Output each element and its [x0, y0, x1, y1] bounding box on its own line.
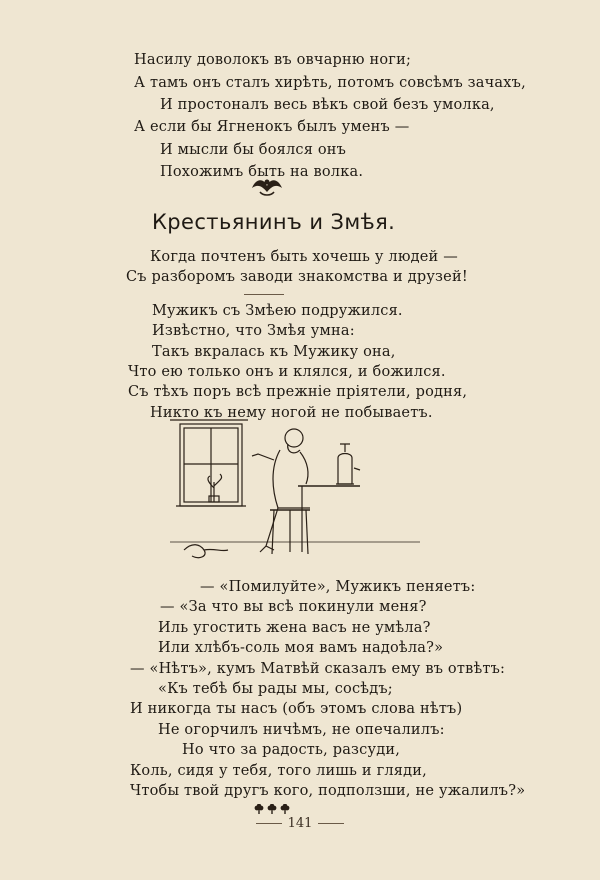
verse-line: И никогда ты насъ (объ этомъ слова нѣтъ) — [130, 701, 463, 717]
verse-line: Никто къ нему ногой не побываетъ. — [150, 405, 433, 421]
verse-line: И простоналъ весь вѣкъ свой безъ умолка, — [160, 97, 495, 113]
page-number-dash — [256, 823, 282, 824]
verse-line: Не огорчилъ ничѣмъ, не опечалилъ: — [158, 722, 445, 738]
verse-line: — «За что вы всѣ покинули меня? — [160, 599, 427, 615]
verse-line: Такъ вкралась къ Мужику она, — [152, 344, 396, 360]
verse-line: Что ею только онъ и клялся, и божился. — [128, 364, 446, 380]
moral-line: Съ разборомъ заводи знакомства и друзей! — [126, 269, 468, 285]
verse-line: А если бы Ягненокъ былъ уменъ — — [134, 119, 410, 135]
page-number — [0, 816, 600, 831]
verse-line: — «Помилуйте», Мужикъ пеняетъ: — [200, 579, 476, 595]
verse-line: Похожимъ быть на волка. — [160, 164, 364, 180]
verse-line: Насилу доволокъ въ овчарню ноги; — [134, 52, 412, 68]
verse-line: И мысли бы боялся онъ — [160, 142, 347, 158]
peasant-and-snake-illustration — [170, 412, 420, 570]
verse-line: — «Нѣтъ», кумъ Матвѣй сказалъ ему въ отвѣтъ: — [130, 661, 506, 677]
clover-ornament-icon — [252, 804, 292, 816]
verse-line: Съ тѣхъ поръ всѣ прежніе пріятели, родня, — [128, 384, 468, 400]
fable-title: Крестьянинъ и Змѣя. — [152, 210, 396, 234]
verse-line: Чтобы твой другъ кого, подползши, не ужалилъ?» — [130, 783, 526, 799]
verse-line: А тамъ онъ сталъ хирѣть, потомъ совсѣмъ зачахъ, — [134, 75, 526, 91]
verse-line: Иль угостить жена васъ не умѣла? — [158, 620, 431, 636]
fleuron-ornament-icon — [248, 174, 286, 198]
verse-line: Коль, сидя у тебя, того лишь и гляди, — [130, 763, 427, 779]
verse-line: Но что за радость, разсуди, — [182, 742, 401, 758]
verse-line: «Къ тебѣ бы рады мы, сосѣдъ; — [158, 681, 393, 697]
page-number-value: 141 — [287, 816, 313, 831]
verse-line: Извѣстно, что Змѣя умна: — [152, 323, 355, 339]
verse-line: Или хлѣбъ-соль моя вамъ надоѣла?» — [158, 640, 444, 656]
verse-line: Мужикъ съ Змѣею подружился. — [152, 303, 403, 319]
divider-rule — [244, 294, 284, 295]
moral-line: Когда почтенъ быть хочешь у людей — — [150, 249, 458, 265]
page-number-dash — [318, 823, 344, 824]
